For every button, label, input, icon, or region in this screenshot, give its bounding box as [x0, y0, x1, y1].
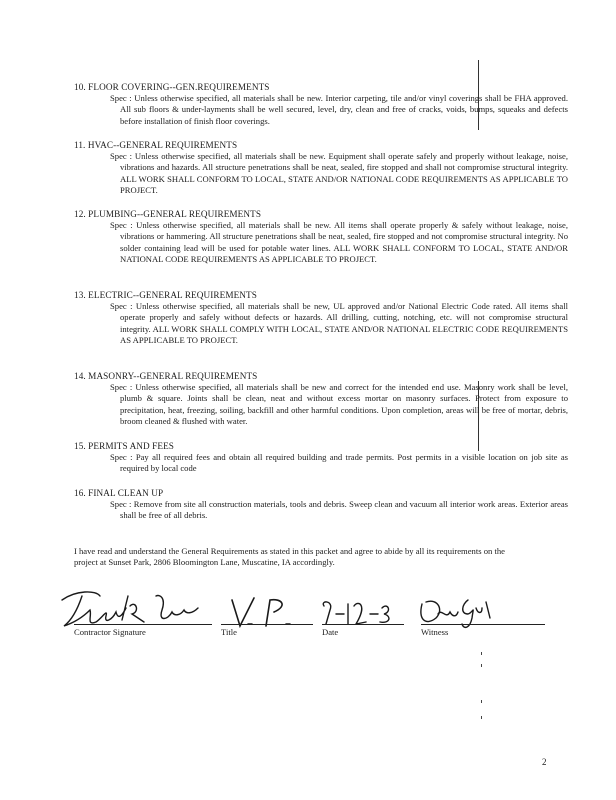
contractor-signature-image: [56, 586, 206, 632]
section-heading: 15. PERMITS AND FEES: [74, 441, 175, 451]
section-heading: 16. FINAL CLEAN UP: [74, 488, 164, 498]
section-spec: Spec : Pay all required fees and obtain all required building and trade permits. Post permits in a visible location on job site as required by local code: [110, 452, 568, 474]
section-electric: [74, 290, 568, 346]
section-heading: 13. ELECTRIC--GENERAL REQUIREMENTS: [74, 290, 257, 300]
section-spec: Spec : Unless otherwise specified, all materials shall be new. Interior carpeting, tile and/or vinyl coverings shall be FHA approved. All sub floors & under-layments shall be well secured, level, dry, clean and free of cracks, voids, bumps, squeaks and defects before installation of finish floor coverings.: [110, 93, 568, 126]
section-heading: 14. MASONRY--GENERAL REQUIREMENTS: [74, 371, 258, 381]
witness-line: [421, 624, 545, 625]
title-label: Title: [221, 627, 237, 637]
section-heading: 11. HVAC--GENERAL REQUIREMENTS: [74, 140, 238, 150]
contractor-signature-label: Contractor Signature: [74, 627, 146, 637]
contractor-signature-line: [74, 624, 212, 625]
section-plumbing: [74, 209, 568, 265]
section-hvac: [74, 140, 568, 196]
section-spec: Spec : Unless otherwise specified, all materials shall be new and correct for the intended end use. Masonry work shall be level, plumb & square. Joints shall be clean, neat and without excess mortar on masonry surfaces. Protect from exposure to precipitation, heat, freezing, soiling, backfill and other harmful conditions. Upon completion, areas will be free of mortar, debris, broom cleaned & flushed with water.: [110, 382, 568, 426]
section-spec: Spec : Unless otherwise specified, all materials shall be new. Equipment shall operate safely and properly without leakage, noise, vibrations and hazards. All structure penetrations shall be neat, sealed, fire stopped and shall not compromise structural integrity. ALL WORK SHALL CONFORM TO LOCAL, STATE AND/OR NATIONAL CODE REQUIREMENTS AS APPLICABLE TO PROJECT.: [110, 151, 568, 195]
page-number: 2: [542, 757, 547, 767]
section-heading: 12. PLUMBING--GENERAL REQUIREMENTS: [74, 209, 262, 219]
section-permits: [74, 441, 568, 475]
scan-mark: [481, 664, 482, 667]
scan-mark: [481, 652, 482, 655]
section-masonry: [74, 371, 568, 427]
date-label: Date: [322, 627, 339, 637]
acknowledgement-statement: I have read and understand the General Requirements as stated in this packet and agree to abide by all its requirements on the project at Sunset Park, 2806 Bloomington Lane, Muscatine, IA accordingly.: [74, 546, 505, 568]
section-spec: Spec : Remove from site all construction materials, tools and debris. Sweep clean and vacuum all interior work areas. Exterior areas shall be free of all debris.: [110, 499, 568, 521]
section-heading: 10. FLOOR COVERING--GEN.REQUIREMENTS: [74, 82, 270, 92]
section-floor-covering: [74, 82, 568, 127]
section-spec: Spec : Unless otherwise specified, all materials shall be new. All items shall operate properly & safely without leakage, noise, vibrations or hammering. All structure penetrations shall be neat, sealed, fire stopped and not compromise structural integrity. No solder containing lead will be used for potable water lines. ALL WORK SHALL CONFORM TO LOCAL, STATE AND/OR NATIONAL CODE REQUIREMENTS AS APPLICABLE TO PROJECT.: [110, 220, 568, 264]
date-line: [322, 624, 404, 625]
title-line: [221, 624, 313, 625]
section-final-clean-up: [74, 488, 568, 522]
scan-mark: [481, 700, 482, 703]
section-spec: Spec : Unless otherwise specified, all materials shall be new, UL approved and/or National Electric Code rated. All items shall operate properly and safely without defects or hazards. All drilling, cutting, notching, etc. will not compromise structural integrity. ALL WORK SHALL COMPLY WITH LOCAL, STATE AND/OR NATIONAL ELECTRIC CODE REQUIREMENTS AS APPLICABLE TO PROJECT.: [110, 301, 568, 345]
witness-label: Witness: [421, 627, 449, 637]
scan-mark: [481, 716, 482, 719]
